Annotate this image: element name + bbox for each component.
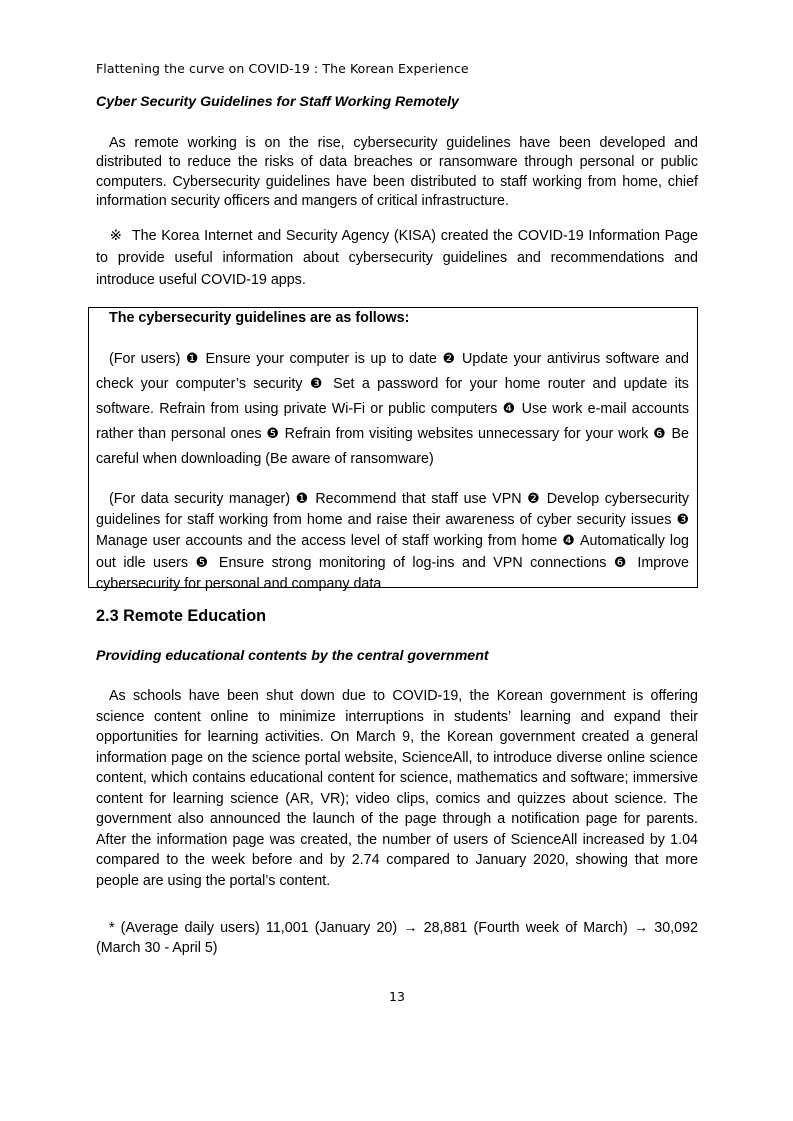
step-5-badge: ❺ (195, 554, 212, 571)
manager-step-3: Manage user accounts and the access level of staff working from home (96, 533, 558, 550)
manager-step-6: Improve cybersecurity for personal and company data (96, 554, 689, 592)
step-5-badge: ❺ (266, 426, 280, 442)
subheading-educational-contents: Providing educational contents by the central government (96, 648, 489, 664)
manager-step-2: Develop cybersecurity guidelines for staff working from home and raise their awareness of cyber security issues (96, 491, 689, 529)
kisa-note (96, 225, 698, 291)
step-1-badge: ❶ (295, 491, 310, 507)
manager-step-5: Ensure strong monitoring of log-ins and VPN connections (218, 554, 607, 571)
step-1-badge: ❶ (185, 351, 200, 367)
cyber-paragraph-text: As remote working is on the rise, cybersecurity guidelines have been developed and distributed to reduce the risks of data breaches or ransomware through personal or public computers. Cybersecurity guidelines have been distributed to staff working from home, chief information security officers and mangers of critical infrastructure. (96, 135, 698, 209)
step-2-badge: ❷ (527, 491, 542, 507)
step-3-badge: ❸ (676, 512, 689, 529)
kisa-note-text: The Korea Internet and Security Agency (KISA) created the COVID-19 Information Page to provide useful information about cybersecurity guidelines and recommendations and introduce useful COVID-19 apps. (96, 228, 698, 288)
step-6-badge: ❻ (613, 554, 630, 571)
user-step-6: Be careful when downloading (Be aware of ransomware) (96, 426, 689, 467)
step-3-badge: ❸ (309, 376, 326, 392)
manager-guidelines (96, 489, 689, 595)
education-paragraph (96, 686, 698, 891)
note-mark: ※ (109, 228, 123, 244)
manager-step-4: Automatically log out idle users (96, 533, 689, 571)
education-paragraph-text: As schools have been shut down due to COVID-19, the Korean government is offering science content online to minimize interruptions in students’ learning and expand their opportunities for learning activities. On March 9, the Korean government created a general information page on the science portal website, ScienceAll, to introduce diverse online science content, which contains educational content for science, mathematics and software; immersive content for learning science (AR, VR); video clips, comics and quizzes about science. The government also announced the launch of the page through a notification page for parents. After the information page was created, the number of users of ScienceAll increased by 1.04 compared to the week before and by 2.74 compared to January 2020, showing that more people are using the portal’s content. (96, 688, 698, 889)
footnote-text: * (Average daily users) 11,001 (January 20) → 28,881 (Fourth week of March) → 30,092 (March 30 - April 5) (96, 920, 698, 956)
cyber-paragraph (96, 134, 698, 211)
step-4-badge: ❹ (562, 533, 576, 550)
user-step-4: Use work e-mail accounts rather than personal ones (96, 401, 689, 442)
guidelines-title: The cybersecurity guidelines are as follows: (109, 310, 410, 326)
step-2-badge: ❷ (442, 351, 457, 367)
managers-intro: (For data security manager) (109, 491, 291, 507)
running-header: Flattening the curve on COVID-19 : The Korean Experience (96, 61, 469, 76)
section-heading-remote-education: 2.3 Remote Education (96, 607, 267, 625)
users-intro: (For users) (109, 351, 181, 367)
step-6-badge: ❻ (653, 426, 667, 442)
section-heading-cyber: Cyber Security Guidelines for Staff Working Remotely (96, 94, 459, 110)
users-guidelines (96, 347, 689, 472)
guidelines-box (88, 307, 698, 592)
user-step-1: Ensure your computer is up to date (205, 351, 437, 367)
manager-step-1: Recommend that staff use VPN (315, 491, 522, 507)
user-step-5: Refrain from visiting websites unnecessary for your work (284, 426, 649, 442)
step-4-badge: ❹ (502, 401, 517, 417)
user-step-3: Set a password for your home router and update its software. Refrain from using private Wi-Fi or public computers (96, 376, 689, 417)
footnote (96, 919, 698, 958)
user-step-2: Update your antivirus software and check your computer’s security (96, 351, 689, 392)
page-number: 13 (389, 989, 405, 1004)
